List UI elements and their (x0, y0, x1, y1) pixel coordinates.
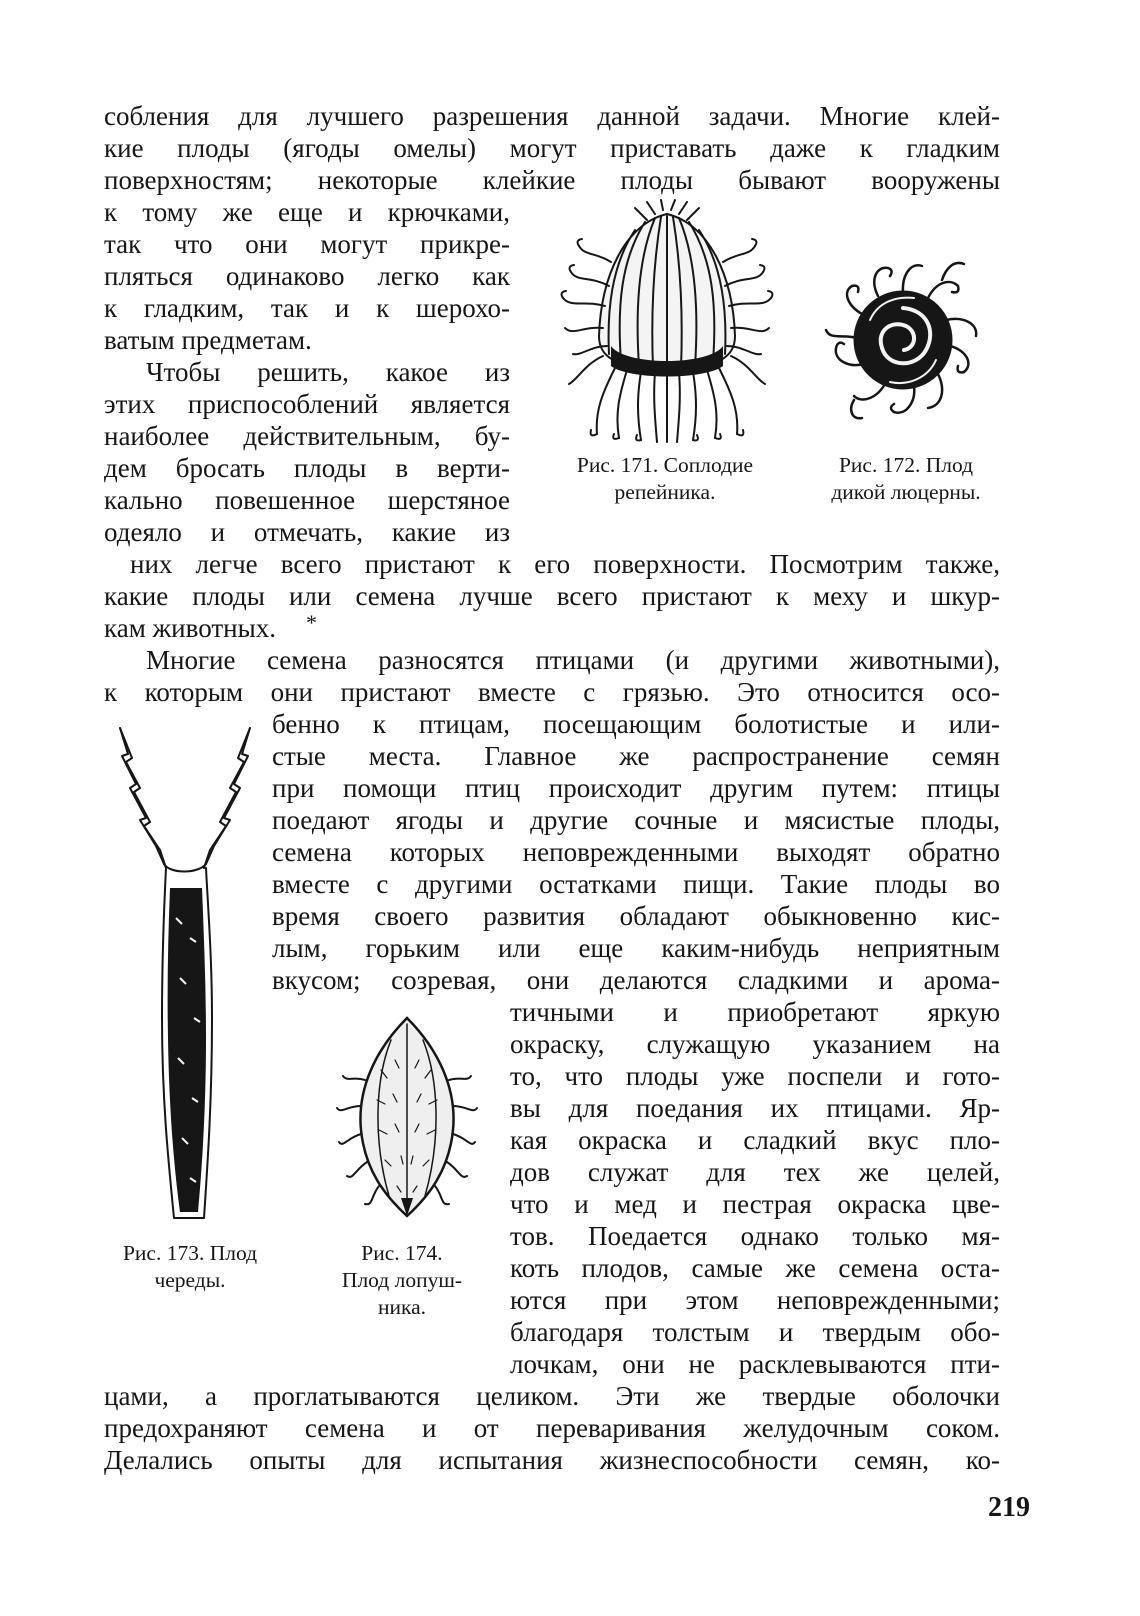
caption-line: Рис. 173. Плод (122, 1241, 258, 1265)
text-line: коть плодов, самые же семена оста- (510, 1253, 1000, 1283)
caption-line: Рис. 174. (361, 1241, 443, 1265)
text-line: то, что плоды уже поспели и гото- (510, 1061, 1000, 1091)
text-line: наиболее действительным, бу- (104, 421, 510, 451)
text-line: что и мед и пестрая окраска цве- (510, 1189, 1000, 1219)
text-line: к которым они пристают вместе с грязью. Это относится осо- (104, 677, 1000, 707)
text-line: стые места. Главное же распространение семян (272, 741, 1000, 771)
page-number: 219 (988, 1492, 1030, 1523)
stray-mark: * (306, 610, 317, 635)
text-line: дов служат для тех же целей, (510, 1157, 1000, 1187)
caption-line: Рис. 171. Соплодие (576, 453, 754, 477)
figure-174-burdock-fruit (335, 1010, 480, 1222)
text-line: благодаря толстым и твердым обо- (510, 1317, 1000, 1347)
text-line: при помощи птиц происходит другим путем: птицы (272, 773, 1000, 803)
text-line: лочкам, они не расклевываются пти- (510, 1349, 1000, 1379)
figure-171-caption (541, 452, 789, 506)
text-line: кая окраска и сладкий вкус пло- (510, 1125, 1000, 1155)
text-line: к гладким, так и к шерохо- (104, 293, 510, 323)
text-line: ются при этом неповрежденными; (510, 1285, 1000, 1315)
text-line: Чтобы решить, какое из (146, 357, 510, 387)
text-line: к тому же еще и крючками, (104, 197, 510, 227)
text-line: них легче всего пристают к его поверхности. Посмотрим также, (130, 549, 1000, 579)
figure-172-caption (800, 452, 1012, 506)
text-line: поедают ягоды и другие сочные и мясистые плоды, (272, 805, 1000, 835)
text-line: собления для лучшего разрешения данной задачи. Многие клей- (104, 101, 1000, 131)
figure-173-caption (92, 1240, 288, 1294)
text-line: кие плоды (ягоды омелы) могут приставать даже к гладким (104, 133, 1000, 163)
text-line: кам животных. (104, 613, 276, 643)
text-line: вы для поедания их птицами. Яр- (510, 1093, 1000, 1123)
text-line: Многие семена разносятся птицами (и другими животными), (146, 645, 1000, 675)
text-line: так что они могут прикре- (104, 229, 510, 259)
caption-line: Рис. 172. Плод (838, 453, 974, 477)
text-line: Делались опыты для испытания жизнеспособности семян, ко- (104, 1445, 1000, 1475)
figure-173-bidens-fruit (110, 718, 260, 1230)
text-line: бенно к птицам, посещающим болотистые и или- (272, 709, 1000, 739)
text-line: одеяло и отмечать, какие из (104, 517, 510, 547)
text-line: предохраняют семена и от переваривания желудочным соком. (104, 1413, 1000, 1443)
text-line: поверхностям; некоторые клейкие плоды бывают вооружены (104, 165, 1000, 195)
text-line: какие плоды или семена лучше всего пристают к меху и шкур- (104, 581, 1000, 611)
text-line: дем бросать плоды в верти- (104, 453, 510, 483)
text-line: тичными и приобретают яркую (510, 997, 1000, 1027)
text-line: время своего развития обладают обыкновенно кис- (272, 901, 1000, 931)
caption-line: череды. (154, 1268, 226, 1292)
text-line: лым, горьким или еще каким-нибудь неприятным (272, 933, 1000, 963)
text-line: ватым предметам. (104, 325, 312, 355)
text-line: цами, а проглатываются целиком. Эти же твердые оболочки (104, 1381, 1000, 1411)
text-line: вместе с другими остатками пищи. Такие плоды во (272, 869, 1000, 899)
figure-174-caption (302, 1240, 502, 1321)
caption-line: Плод лопуш- (341, 1268, 463, 1292)
text-line: тов. Поедается однако только мя- (510, 1221, 1000, 1251)
caption-line: ника. (377, 1295, 427, 1319)
text-line: семена которых неповрежденными выходят обратно (272, 837, 1000, 867)
caption-line: дикой люцерны. (831, 480, 981, 504)
text-line: этих приспособлений является (104, 389, 510, 419)
caption-line: репейника. (614, 480, 716, 504)
text-line: окраску, служащую указанием на (510, 1029, 1000, 1059)
text-line: вкусом; созревая, они делаются сладкими и арома- (272, 965, 1000, 995)
text-line: пляться одинаково легко как (104, 261, 510, 291)
figure-172-alfalfa-pod (818, 250, 988, 430)
figure-171-burdock-infructescence (555, 196, 780, 446)
text-line: кально повешенное шерстяное (104, 485, 510, 515)
